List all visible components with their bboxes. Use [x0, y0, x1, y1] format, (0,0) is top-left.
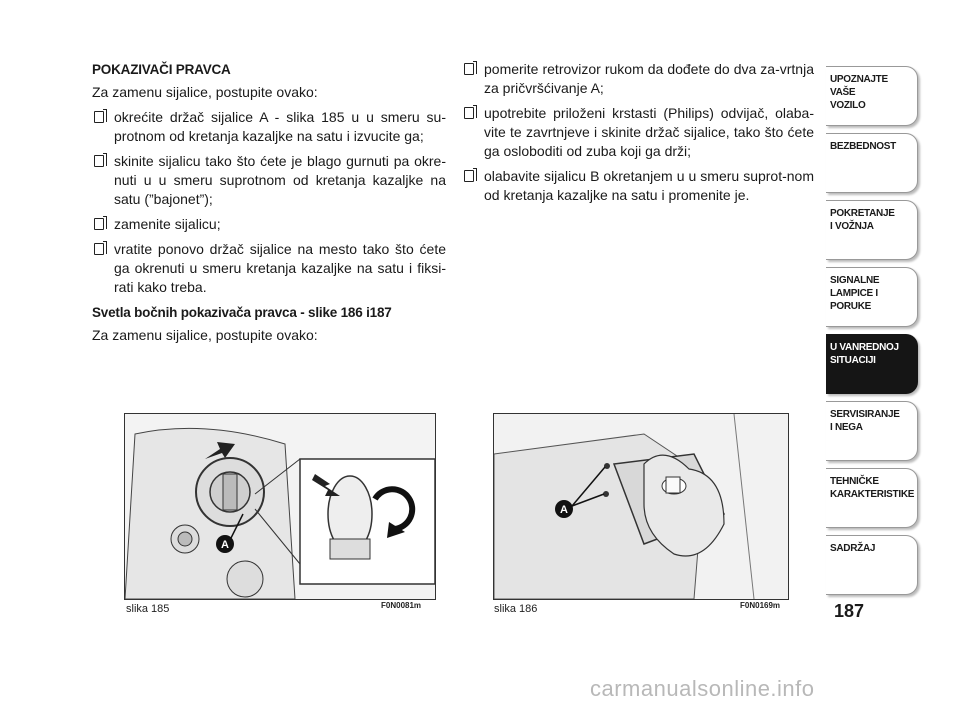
right-column — [462, 60, 814, 211]
figure-186-illustration — [493, 413, 789, 600]
section-heading: POKAZIVAČI PRAVCA — [92, 62, 231, 77]
step-item: upotrebite priloženi krstasti (Philips) odvijač, olaba-vite te zavrtnjeve i skinite držač sijalice, tako što ćete ga osloboditi od zuba koji ga drži; — [462, 104, 814, 161]
checkbox-bullet-icon — [464, 170, 474, 182]
intro-text: Za zamenu sijalice, postupite ovako: — [92, 84, 318, 100]
step-item: pomerite retrovizor rukom da dođete do dva za-vrtnja za pričvršćivanje A; — [462, 60, 814, 98]
left-column — [92, 60, 446, 351]
checkbox-bullet-icon — [94, 218, 104, 230]
subheading: Svetla bočnih pokazivača pravca - slike 186 i187 — [92, 305, 392, 320]
checkbox-bullet-icon — [464, 63, 474, 75]
tab-servisiranje-i-nega[interactable]: SERVISIRANJE I NEGA — [826, 401, 918, 461]
side-indicator-illustration — [494, 414, 788, 599]
step-item: olabavite sijalicu B okretanjem u u smeru suprot-nom od kretanja kazaljke na satu i promenite je. — [462, 167, 814, 205]
figure-185-caption: slika 185 — [126, 603, 170, 615]
chapter-tabs — [826, 66, 918, 602]
headlight-bulb-holder-illustration — [125, 414, 435, 599]
tab-signalne-lampice[interactable]: SIGNALNE LAMPICE I PORUKE — [826, 267, 918, 327]
tab-u-vanrednoj-situaciji[interactable]: U VANREDNOJ SITUACIJI — [826, 334, 918, 394]
figure-185-illustration — [124, 413, 436, 600]
checkbox-bullet-icon — [94, 111, 104, 123]
step-item: okrećite držač sijalice A - slika 185 u u smeru su-protnom od kretanja kazaljke na satu i izvucite ga; — [92, 108, 446, 146]
checkbox-bullet-icon — [94, 243, 104, 255]
tab-tehnicke-karakteristike[interactable]: TEHNIČKE KARAKTERISTIKE — [826, 468, 918, 528]
tab-sadrzaj[interactable]: SADRŽAJ — [826, 535, 918, 595]
intro-text-2: Za zamenu sijalice, postupite ovako: — [92, 327, 318, 343]
tab-pokretanje-i-voznja[interactable]: POKRETANJE I VOŽNJA — [826, 200, 918, 260]
checkbox-bullet-icon — [94, 155, 104, 167]
step-item: zamenite sijalicu; — [92, 215, 446, 234]
tab-upoznajte-vase-vozilo[interactable]: UPOZNAJTE VAŠE VOZILO — [826, 66, 918, 126]
figure-label-a: A — [221, 539, 229, 551]
watermark: carmanualsonline.info — [590, 676, 815, 701]
step-item: vratite ponovo držač sijalice na mesto tako što ćete ga okrenuti u smeru kretanja kazaljke na satu i fiksi-rati kako treba. — [92, 240, 446, 297]
checkbox-bullet-icon — [464, 107, 474, 119]
page-number: 187 — [834, 601, 865, 621]
tab-bezbednost[interactable]: BEZBEDNOST — [826, 133, 918, 193]
figure-186-code: F0N0169m — [740, 601, 781, 610]
figure-185-code: F0N0081m — [381, 601, 422, 610]
step-item: skinite sijalicu tako što ćete je blago gurnuti pa okre-nuti u u smeru suprotnom od kretanja kazaljke na satu (”bajonet”); — [92, 152, 446, 209]
figure-label-a: A — [560, 504, 568, 516]
figure-186-caption: slika 186 — [494, 603, 538, 615]
